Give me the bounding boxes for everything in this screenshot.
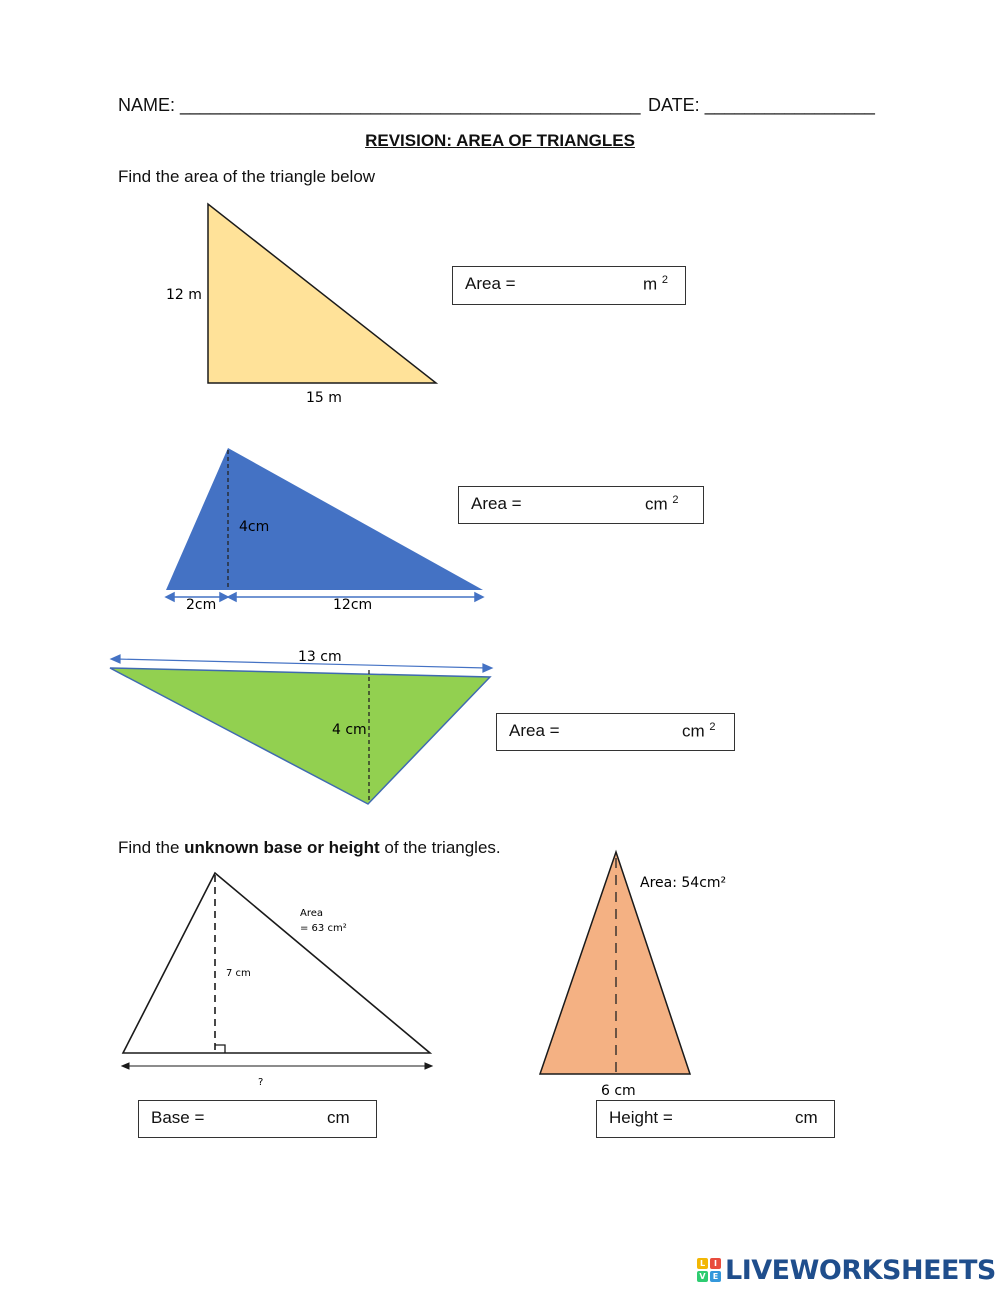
instruction-prefix: Find the [118,838,185,857]
triangle-1-height-label: 12 m [166,287,202,303]
triangle-2-height-label: 4cm [239,519,270,535]
triangle-3 [110,649,492,804]
answer-2-label: Area = [471,494,522,513]
base-answer-label: Base = [151,1108,205,1127]
triangle-1-base-label: 15 m [306,390,342,406]
instruction-area: Find the area of the triangle below [118,167,376,186]
triangle-4-base-arrow [122,1063,432,1069]
answer-3-label: Area = [509,721,560,740]
answer-box-3 [496,713,735,751]
answer-box-1 [452,266,686,305]
answer-2-unit: cm $^2$ [645,494,679,514]
worksheet-title: REVISION: AREA OF TRIANGLES [365,131,635,150]
instruction-unknown [118,838,501,858]
triangle-5 [540,852,726,1099]
triangle-4-shape [123,873,430,1053]
triangle-4-base-label: ? [258,1077,264,1088]
answer-2-input[interactable] [535,493,635,515]
triangle-2-right-label: 12cm [333,597,373,613]
answer-box-2 [458,486,704,524]
triangle-5-area-label: Area: 54cm² [640,875,727,891]
triangle-2 [166,448,483,613]
logo-letter: V [697,1271,708,1282]
instruction-bold: unknown base or height [184,838,380,857]
triangle-4-area-line2: = 63 cm² [300,923,347,934]
name-line: ______________________________________________ [180,95,641,115]
instruction-suffix: of the triangles. [379,838,501,857]
logo-letter: I [710,1258,721,1269]
height-answer-unit: cm [795,1108,818,1127]
triangle-2-left-label: 2cm [186,597,217,613]
answer-3-input[interactable] [573,720,673,742]
logo-letter: L [697,1258,708,1269]
date-label: DATE: [648,95,700,115]
triangle-2-shape [166,448,483,590]
date-line: _________________ [704,95,875,115]
brand-name: LIVEWORKSHEETS [725,1254,996,1286]
base-answer-input[interactable] [219,1107,319,1129]
height-answer-label: Height = [609,1108,673,1127]
logo-mark-icon [697,1258,721,1282]
answer-1-input[interactable] [525,273,635,295]
triangle-1-shape [208,204,436,383]
triangle-1 [166,204,436,406]
triangle-3-shape [110,668,490,804]
height-answer-box [596,1100,835,1138]
triangle-5-base-label: 6 cm [601,1083,636,1099]
base-answer-box [138,1100,377,1138]
base-answer-unit: cm [327,1108,350,1127]
triangle-4-area-line1: Area [300,908,324,919]
triangle-3-height-label: 4 cm [332,722,367,738]
answer-3-unit: cm $^2$ [682,721,716,741]
height-answer-input[interactable] [687,1107,787,1129]
triangle-4 [122,873,432,1088]
logo-letter: E [710,1271,721,1282]
liveworksheets-logo [697,1252,996,1288]
answer-1-unit: m $^2$ [643,274,669,294]
name-label: NAME: [118,95,176,115]
triangle-4-height-label: 7 cm [226,968,251,979]
answer-1-label: Area = [465,274,516,293]
triangle-3-top-label: 13 cm [298,649,342,665]
